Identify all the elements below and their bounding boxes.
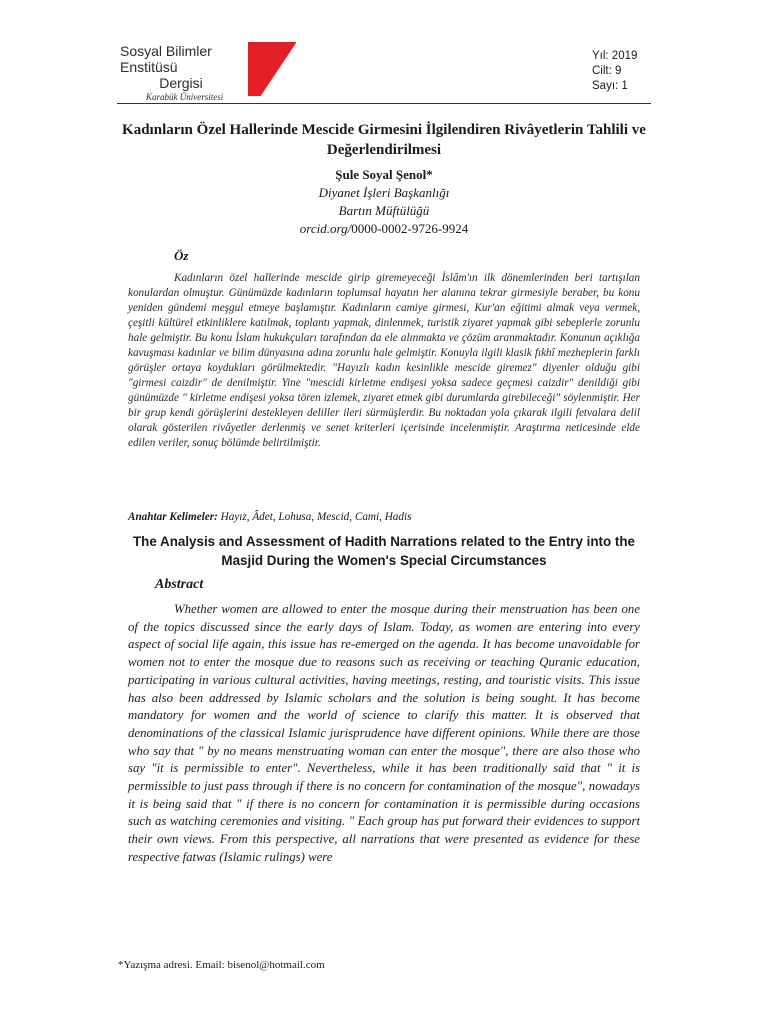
- orcid-link[interactable]: [118, 220, 650, 238]
- abstract-heading: Abstract: [155, 577, 204, 592]
- journal-name-line1: Sosyal Bilimler Enstitüsü: [120, 43, 212, 75]
- oz-text: Kadınların özel hallerinde mescide girip giremeyeceği İslâm'ın ilk dönemlerinden beri tartışılan konulardan olmuştur. Günümüzde kadınların toplumsal hayatın her alanına tekrar girmesiyle beraber, bu konu yeniden gündemi meşgul etmeye başlamıştır. Kadınların camiye girmesi, Kur'an eğitimi almak veya vermek, çeşitli kültürel etkinliklere katılmak, toplantı yapmak, dinlenmek, turistik ziyaret yapmak gibi sebeplerle zorunlu hale gelmiştir. Bu konu İslam hukukçuları tarafından da ele alınmakta ve çözüm aranmaktadır. Konunun açıklığa kavuşması kadınlar ve bilim dünyasına adına zorunlu hale gelmiştir. Konuyla ilgili klasik fıkhî mezheplerin farklı görüşler ortaya koydukları görülmektedir. "Hayızlı kadın kesinlikle mescide giremez" diyenler olduğu gibi "girmesi caizdir" de denilmiştir. Yine "mescidi kirletme endişesi yoksa sadece geçmesi caizdir" denildiği gibi günümüzde " kirletme endişesi yoksa tören izlemek, ziyaret etmek gibi durumlarda girebileceği" söylenmiştir. Her bir grup kendi görüşlerini destekleyen deliller ileri sürmüşlerdir. Bu noktadan yola çıkarak ilgili fetvalara delil olarak gösterilen rivâyetler derlenmiş ve senet kriterleri içerisinde incelenmiştir. Araştırma neticesinde elde edilen veriler, sonuç bölümde belirtilmiştir.: [128, 272, 640, 449]
- orcid-id: 0000-0002-9726-9924: [351, 221, 469, 236]
- journal-name-line2: Dergisi: [159, 75, 203, 91]
- journal-logo: [248, 42, 296, 96]
- affiliation-2: Bartın Müftülüğü: [338, 203, 430, 218]
- keywords-list: Hayız, Âdet, Lohusa, Mescid, Cami, Hadis: [217, 511, 412, 523]
- author-block: [118, 166, 650, 238]
- issue-number: Sayı: 1: [592, 80, 628, 92]
- orcid-label: orcid.org/: [299, 221, 352, 236]
- issue-volume: Cilt: 9: [592, 65, 622, 77]
- abstract-text: Whether women are allowed to enter the mosque during their menstruation has been one of the topics discussed since the early days of Islam. Today, as women are entering into every aspect of social life again, this issue has re-emerged on the agenda. It has become unavoidable for women not to enter the mosque due to reasons such as receiving or teaching Quranic education, participating in various cultural activities, having meetings, resting, and touristic visits. This issue has also been addressed by Islamic scholars and the solution is being sought. It has become mandatory for women and the world of science to clarify this matter. It is observed that denominations of the classical Islamic jurisprudence have different opinions. While there are those who say that " by no means menstruating woman can enter the mosque", there are also those who say "it is permissible to enter". Nevertheless, while it has been traditionally said that " it is permissible to just pass through if there is no concern for contamination of the mosque", nowadays it is being said that " if there is no concern for contamination it is permissible during occasions such as watching ceremonies and visiting. " Each group has put forward their evidences to support their own views. From this perspective, all narrations that were presented as evidence for these respective fatwas (Islamic rulings) were: [128, 602, 640, 864]
- affiliation-1: Diyanet İşleri Başkanlığı: [318, 185, 450, 200]
- correspondence-footnote: *Yazışma adresi. Email: bisenol@hotmail.com: [118, 959, 325, 971]
- oz-heading: Öz: [174, 248, 189, 263]
- keywords-label: Anahtar Kelimeler:: [128, 511, 218, 523]
- article-title: Kadınların Özel Hallerinde Mescide Girmesini İlgilendiren Rivâyetlerin Tahlili ve Değerlendirilmesi: [122, 122, 646, 158]
- english-title: The Analysis and Assessment of Hadith Narrations related to the Entry into the Masjid During the Women's Special Circumstances: [133, 534, 635, 568]
- issue-year: Yıl: 2019: [592, 50, 638, 62]
- university-name: Karabük Üniversitesi: [146, 92, 224, 102]
- issue-info: [592, 49, 637, 94]
- author-name: Şule Soyal Şenol*: [335, 167, 433, 182]
- header-divider: [117, 103, 651, 104]
- journal-name: [120, 43, 260, 103]
- keywords: [128, 511, 640, 523]
